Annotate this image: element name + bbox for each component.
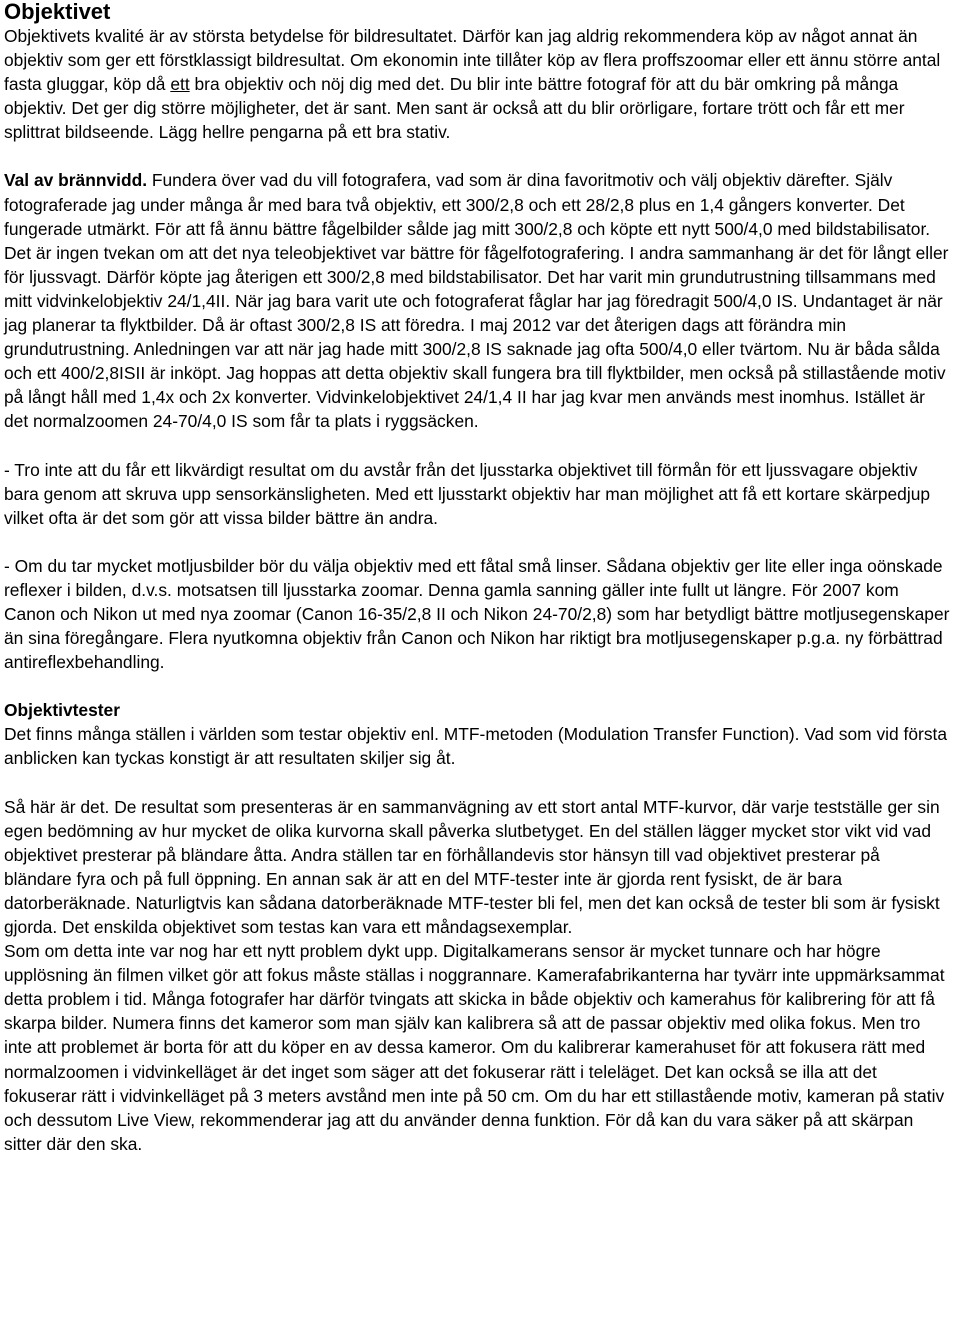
- tip-paragraph-2: - Om du tar mycket motljusbilder bör du välja objektiv med ett fåtal små linser. Sådana objektiv ger lite eller inga oönskade reflexer i bilden, d.v.s. motsatsen till ljusstarka zoomar. Denna gamla sanning gäller inte fullt ut längre. För 2007 kom Canon och Nikon ut med nya zoomar (Canon 16-35/2,8 II och Nikon 24-70/2,8) som har betydligt bättre motljusegenskaper än sina föregångare. Flera nyutkomna objektiv från Canon och Nikon har riktigt bra motljusegenskaper p.g.a. ny förbättrad antireflexbehandling.: [4, 555, 950, 673]
- spacer: [4, 530, 952, 554]
- spacer: [4, 144, 952, 168]
- intro-text-start: Objektivets kvalité är av största betydelse för bildresultatet. Därför kan jag aldrig rekommendera köp av något annat än objektiv som ger ett förstklassigt bildresultat. Om ekonomin inte tillåter köp av flera proffszoomar eller ett ännu större antal fasta gluggar, köp då: [4, 26, 941, 95]
- spacer: [4, 674, 952, 698]
- page-title: Objektivet: [4, 0, 111, 24]
- intro-paragraph: [4, 24, 952, 144]
- intro-underlined-word: ett: [170, 74, 190, 95]
- spacer: [4, 434, 952, 458]
- objektivtester-paragraph-1: Det finns många ställen i världen som testar objektiv enl. MTF-metoden (Modulation Transfer Function). Vad som vid första anblicken kan tyckas konstigt är att resultaten skiljer sig åt.: [4, 724, 948, 769]
- brannvidd-paragraph: [4, 168, 952, 433]
- intro-text-end: bra objektiv och nöj dig med det. Du blir inte bättre fotograf för att du bär omkring på många objektiv. Det ger dig större möjligheter, det är sant. Men sant är också att du blir orörligare, fortare trött och får ett mer splittrat bildseende. Lägg hellre pengarna på ett bra stativ.: [4, 74, 905, 143]
- brannvidd-text: Fundera över vad du vill fotografera, vad som är dina favoritmotiv och välj objektiv därefter. Själv fotograferade jag under många år med bara två objektiv, ett 300/2,8 och ett 28/2,8 plus en 1,4 gångers konverter. Det fungerade utmärkt. För att få ännu bättre fågelbilder sålde jag mitt 300/2,8 och köpte ett nytt 500/4,0 med bildstabilisator. Det är ingen tvekan om att det nya teleobjektivet var bättre för fågelfotografering. I andra sammanhang är det för långt eller för ljussvagt. Därför köpte jag återigen ett 300/2,8 med bildstabilisator. Det har varit min grundutrustning tillsammans med mitt vidvinkelobjektiv 24/1,4II. När jag bara varit ute och fotograferat fåglar har jag föredragit 500/4,0 IS. Undantaget är när jag planerar ta flyktbilder. Då är oftast 300/2,8 IS att föredra. I maj 2012 var det återigen dags att förändra min grundutrustning. Anledningen var att när jag hade mitt 300/2,8 IS saknade jag ofta 500/4,0 eller tvärtom. Nu är båda sålda och ett 400/2,8ISII är inköpt. Jag hoppas att detta objektiv skall fungera bra till flyktbilder, men också på stillastående motiv på långt håll med 1,4x och 2x konverter. Vidvinkelobjektivet 24/1,4 II har jag kvar men används mest inomhus. Istället är det normalzoomen 24-70/4,0 IS som får ta plats i ryggsäcken.: [4, 170, 949, 432]
- section-heading-objektivtester: Objektivtester: [4, 700, 120, 721]
- spacer: [4, 771, 952, 795]
- tip-paragraph-1: - Tro inte att du får ett likvärdigt resultat om du avstår från det ljusstarka objektivet till förmån för ett ljussvagare objektiv bara genom att skruva upp sensorkänsligheten. Med ett ljusstarkt objektiv har man möjlighet att få ett kortare skärpedjup vilket ofta är det som gör att vissa bilder bättre än andra.: [4, 459, 931, 528]
- objektivtester-paragraph-2: Så här är det. De resultat som presenteras är en sammanvägning av ett stort antal MTF-kurvor, där varje testställe ger sin egen bedömning av hur mycket de olika kurvorna skall påverka slutbetyget. En del ställen lägger mycket stor vikt vid vad objektivet presterar på bländare åtta. Andra ställen tar en förhållandevis stor hänsyn till vad objektivet presterar på bländare fyra och på full öppning. En annan sak är att en del MTF-tester inte är gjorda rent fysiskt, de är bara datorberäknade. Naturligtvis kan sådana datorberäknade MTF-tester bli fel, men det kan också de tester bli som är fysiskt gjorda. Det enskilda objektivet som testas kan vara ett måndagsexemplar.: [4, 796, 940, 937]
- objektivtester-paragraph-3: Som om detta inte var nog har ett nytt problem dykt upp. Digitalkamerans sensor är mycket tunnare och har högre upplösning än filmen vilket gör att fokus måste ställas i noggrannare. Kamerafabrikanterna har tyvärr inte uppmärksammat detta problem i tid. Många fotografer har därför tvingats att skicka in både objektiv och kamerahus för kalibrering för att få skarpa bilder. Numera finns det kameror som man själv kan kalibrera så att de passar objektiv med olika fokus. Men tro inte att problemet är borta för att du köper en av dessa kameror. Om du kalibrerar kamerahuset för att fokusera rätt med normalzoomen i vidvinkelläget är det inget som säger att det fokuserar rätt i teleläget. Det kan också se illa att det fokuserar rätt i vidvinkelläget på 3 meters avstånd men inte på 50 cm. Om du har ett stillastående motiv, kameran på stativ och dessutom Live View, rekommenderar jag att du använder denna funktion. För då kan du vara säker på att skärpan sitter där den ska.: [4, 941, 945, 1154]
- brannvidd-label: Val av brännvidd.: [4, 170, 148, 191]
